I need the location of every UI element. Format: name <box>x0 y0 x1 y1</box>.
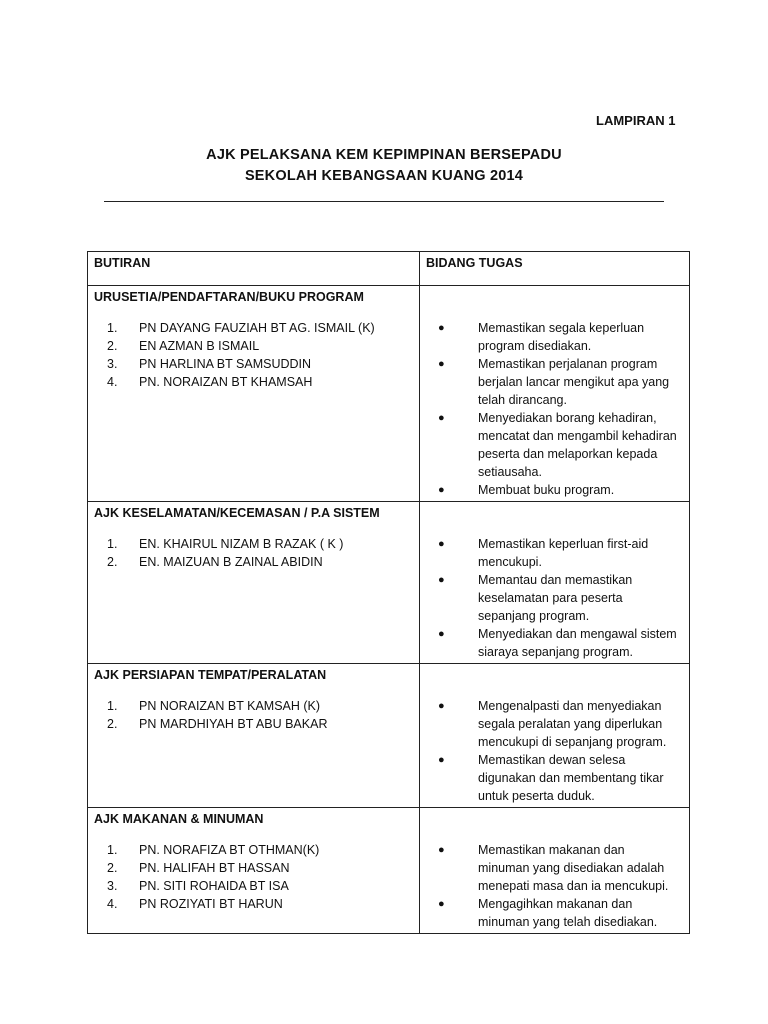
task-list <box>426 535 683 661</box>
member-list <box>94 841 413 913</box>
committee-table <box>87 251 690 934</box>
member-item <box>94 841 413 859</box>
bullet-icon: ● <box>438 700 445 712</box>
member-name: PN HARLINA BT SAMSUDDIN <box>139 357 312 371</box>
task-text: Memastikan dewan selesa digunakan dan membentang tikar untuk peserta duduk. <box>478 753 664 803</box>
committee-title: AJK MAKANAN & MINUMAN <box>94 812 264 826</box>
task-list <box>426 697 683 805</box>
member-number: 1. <box>107 843 118 857</box>
committee-tasks-cell <box>420 808 690 934</box>
member-number: 2. <box>107 861 118 875</box>
column-header-butiran: BUTIRAN <box>88 252 420 286</box>
member-name: EN. KHAIRUL NIZAM B RAZAK ( K ) <box>139 537 344 551</box>
task-item <box>426 481 683 499</box>
member-name: PN. HALIFAH BT HASSAN <box>139 861 290 875</box>
task-text: Memastikan perjalanan program berjalan lancar mengikut apa yang telah dirancang. <box>478 357 670 407</box>
bullet-icon: ● <box>438 898 445 910</box>
document-subtitle: SEKOLAH KEBANGSAAN KUANG 2014 <box>244 168 524 184</box>
member-name: PN MARDHIYAH BT ABU BAKAR <box>139 717 328 731</box>
committee-row <box>88 502 690 664</box>
member-item <box>94 877 413 895</box>
member-list <box>94 535 413 571</box>
committee-tasks-cell <box>420 664 690 808</box>
member-item <box>94 715 413 733</box>
column-header-bidang-tugas: BIDANG TUGAS <box>420 252 690 286</box>
task-item <box>426 697 683 751</box>
committee-title: AJK KESELAMATAN/KECEMASAN / P.A SISTEM <box>94 506 380 520</box>
member-item <box>94 895 413 913</box>
member-item <box>94 319 413 337</box>
committee-members-cell <box>88 286 420 502</box>
bullet-icon: ● <box>438 322 445 334</box>
committee-row <box>88 664 690 808</box>
member-item <box>94 697 413 715</box>
committee-row <box>88 808 690 934</box>
task-text: Menyediakan borang kehadiran, mencatat dan mengambil kehadiran peserta dan melaporkan kepada setiausaha. <box>478 411 677 479</box>
task-item <box>426 895 683 931</box>
member-name: PN. NORAFIZA BT OTHMAN(K) <box>139 843 320 857</box>
committee-tasks-cell <box>420 502 690 664</box>
bullet-icon: ● <box>438 358 445 370</box>
document-title: AJK PELAKSANA KEM KEPIMPINAN BERSEPADU <box>206 147 562 163</box>
task-list <box>426 841 683 931</box>
member-item <box>94 355 413 373</box>
member-name: EN AZMAN B ISMAIL <box>139 339 260 353</box>
task-item <box>426 535 683 571</box>
task-item <box>426 355 683 409</box>
task-item <box>426 571 683 625</box>
task-text: Menyediakan dan mengawal sistem siaraya sepanjang program. <box>478 627 677 659</box>
member-list <box>94 697 413 733</box>
bullet-icon: ● <box>438 844 445 856</box>
task-text: Memastikan makanan dan minuman yang disediakan adalah menepati masa dan ia mencukupi. <box>478 843 669 893</box>
task-text: Memantau dan memastikan keselamatan para peserta sepanjang program. <box>478 573 633 623</box>
task-item <box>426 841 683 895</box>
committee-title: URUSETIA/PENDAFTARAN/BUKU PROGRAM <box>94 290 364 304</box>
task-text: Memastikan segala keperluan program disediakan. <box>478 321 645 353</box>
bullet-icon: ● <box>438 754 445 766</box>
member-name: PN DAYANG FAUZIAH BT AG. ISMAIL (K) <box>139 321 375 335</box>
task-text: Memastikan keperluan first-aid mencukupi. <box>478 537 649 569</box>
bullet-icon: ● <box>438 628 445 640</box>
member-number: 3. <box>107 879 118 893</box>
task-item <box>426 625 683 661</box>
committee-tasks-cell <box>420 286 690 502</box>
bullet-icon: ● <box>438 412 445 424</box>
member-number: 2. <box>107 339 118 353</box>
member-name: PN ROZIYATI BT HARUN <box>139 897 283 911</box>
member-number: 1. <box>107 321 118 335</box>
committee-members-cell <box>88 664 420 808</box>
member-number: 4. <box>107 375 118 389</box>
task-item <box>426 751 683 805</box>
member-item <box>94 373 413 391</box>
task-text: Mengagihkan makanan dan minuman yang telah disediakan. <box>478 897 658 929</box>
member-name: PN. NORAIZAN BT KHAMSAH <box>139 375 313 389</box>
member-number: 2. <box>107 555 118 569</box>
task-item <box>426 319 683 355</box>
member-number: 4. <box>107 897 118 911</box>
member-name: EN. MAIZUAN B ZAINAL ABIDIN <box>139 555 323 569</box>
member-number: 3. <box>107 357 118 371</box>
bullet-icon: ● <box>438 538 445 550</box>
member-number: 2. <box>107 717 118 731</box>
member-name: PN. SITI ROHAIDA BT ISA <box>139 879 289 893</box>
member-number: 1. <box>107 537 118 551</box>
member-item <box>94 337 413 355</box>
title-underline <box>104 201 664 202</box>
committee-row <box>88 286 690 502</box>
member-item <box>94 535 413 553</box>
member-number: 1. <box>107 699 118 713</box>
task-text: Mengenalpasti dan menyediakan segala peralatan yang diperlukan mencukupi di sepanjang program. <box>478 699 667 749</box>
appendix-label: LAMPIRAN 1 <box>596 113 676 128</box>
committee-title: AJK PERSIAPAN TEMPAT/PERALATAN <box>94 668 327 682</box>
task-item <box>426 409 683 481</box>
table-header-row <box>88 252 690 286</box>
committee-members-cell <box>88 502 420 664</box>
task-list <box>426 319 683 499</box>
member-list <box>94 319 413 391</box>
bullet-icon: ● <box>438 574 445 586</box>
committee-members-cell <box>88 808 420 934</box>
member-item <box>94 859 413 877</box>
member-item <box>94 553 413 571</box>
task-text: Membuat buku program. <box>478 483 615 497</box>
bullet-icon: ● <box>438 484 445 496</box>
member-name: PN NORAIZAN BT KAMSAH (K) <box>139 699 321 713</box>
